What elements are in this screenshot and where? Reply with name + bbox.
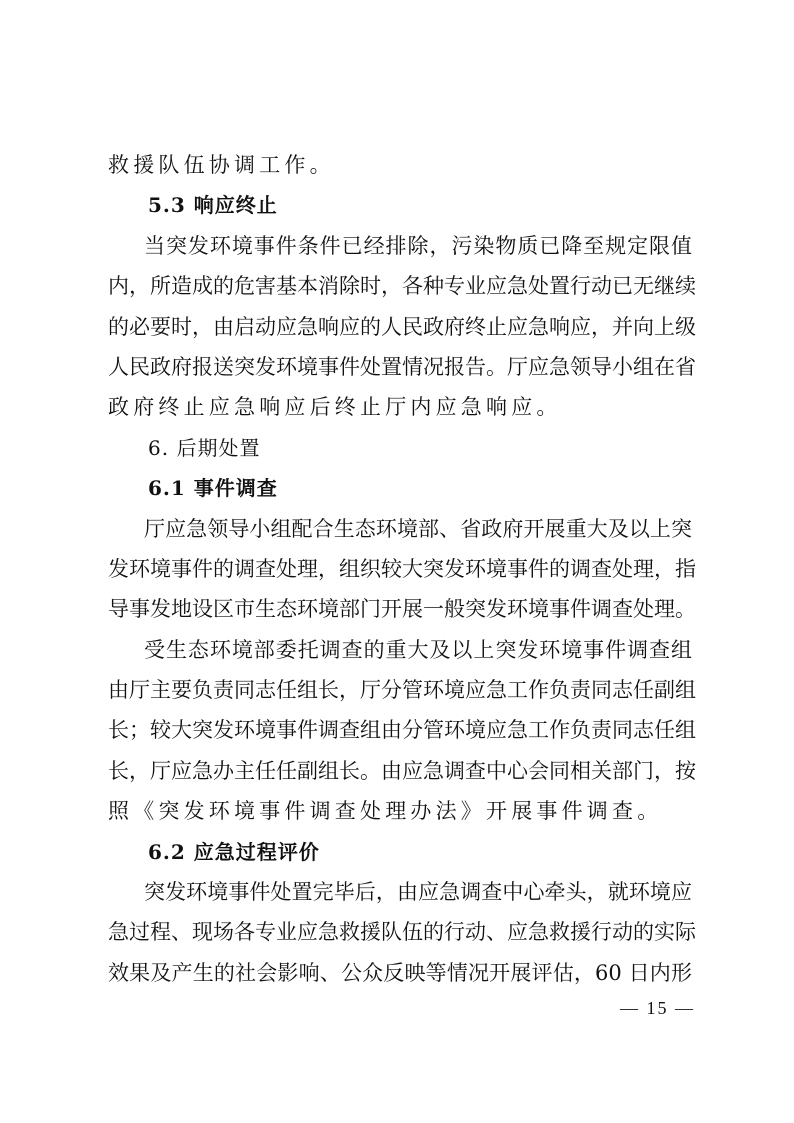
paragraph-line: 内，所造成的危害基本消除时，各种专业应急处置行动已无继续	[108, 274, 696, 299]
paragraph-line: 突发环境事件处置完毕后，由应急调查中心牵头，就环境应	[144, 880, 692, 905]
paragraph-line: 导事发地设区市生态环境部门开展一般突发环境事件调查处理。	[108, 597, 696, 622]
section-heading-6-1: 6.1 事件调查	[148, 476, 278, 501]
paragraph-line: 照《突发环境事件调查处理办法》开展事件调查。	[108, 799, 663, 824]
paragraph-line: 效果及产生的社会影响、公众反映等情况开展评估，60 日内形	[108, 960, 692, 985]
paragraph-line: 厅应急领导小组配合生态环境部、省政府开展重大及以上突	[144, 516, 692, 541]
paragraph-line: 受生态环境部委托调查的重大及以上突发环境事件调查组	[144, 637, 692, 662]
paragraph-line: 长，厅应急办主任任副组长。由应急调查中心会同相关部门，按	[108, 758, 696, 783]
section-heading-6: 6. 后期处置	[148, 435, 261, 460]
paragraph-line: 急过程、现场各专业应急救援队伍的行动、应急救援行动的实际	[108, 920, 696, 945]
paragraph-line: 由厅主要负责同志任组长，厅分管环境应急工作负责同志任副组	[108, 678, 696, 703]
paragraph-line: 人民政府报送突发环境事件处置情况报告。厅应急领导小组在省	[108, 354, 696, 379]
paragraph-line: 发环境事件的调查处理，组织较大突发环境事件的调查处理，指	[108, 556, 696, 581]
paragraph-line: 的必要时，由启动应急响应的人民政府终止应急响应，并向上级	[108, 314, 696, 339]
page-number: — 15 —	[620, 998, 695, 1018]
paragraph-line: 政府终止应急响应后终止厅内应急响应。	[108, 395, 562, 420]
section-heading-6-2: 6.2 应急过程评价	[148, 839, 320, 864]
paragraph-line: 长；较大突发环境事件调查组由分管环境应急工作负责同志任组	[108, 718, 696, 743]
document-body	[108, 145, 696, 993]
paragraph-line: 救援队伍协调工作。	[108, 153, 335, 177]
section-heading-5-3: 5.3 响应终止	[148, 193, 278, 218]
paragraph-line: 当突发环境事件条件已经排除，污染物质已降至规定限值	[144, 233, 692, 258]
